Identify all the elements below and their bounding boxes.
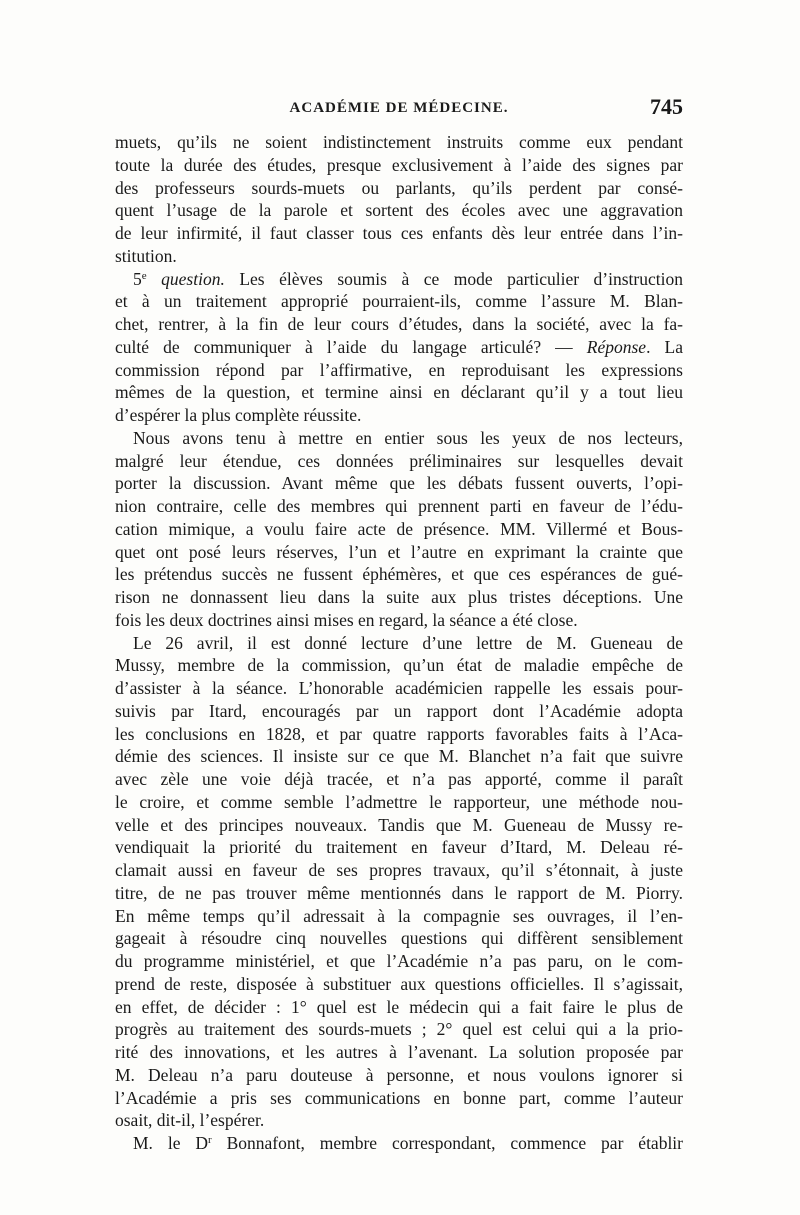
line-text: chet, rentrer, à la fin de leur cours d’études, dans la société, avec la fa-	[115, 314, 683, 334]
text-line	[115, 859, 683, 882]
line-text: en effet, de décider : 1° quel est le médecin qui a fait faire le plus de	[115, 996, 683, 1017]
text-line	[115, 541, 683, 564]
line-text: de leur infirmité, il faut classer tous ces enfants dès leur entrée dans l’in-	[115, 223, 683, 243]
line-text: progrès au traitement des sourds-muets ; 2° quel est celui qui a la prio-	[115, 1019, 683, 1040]
line-text: malgré leur étendue, ces données préliminaires sur lesquelles devait	[115, 450, 683, 471]
running-title: ACADÉMIE DE MÉDECINE.	[289, 100, 509, 116]
body-text	[115, 131, 683, 1155]
line-text: les prétendus succès ne fussent éphémères, et que ces espérances de gué-	[115, 564, 683, 585]
text-line	[115, 222, 683, 245]
text-line	[115, 973, 683, 996]
line-text: quet ont posé leurs réserves, l’un et l’autre en exprimant la crainte que	[115, 541, 683, 562]
line-text: nion contraire, celle des membres qui prennent parti en faveur de l’édu-	[115, 496, 683, 516]
text-line	[115, 836, 683, 859]
superscript: r	[208, 1134, 212, 1146]
line-text: vendiquait la priorité du traitement en faveur d’Itard, M. Deleau ré-	[115, 837, 683, 858]
line-text: le croire, et comme semble l’admettre le rapporteur, une méthode nou-	[115, 791, 683, 812]
text-line	[115, 586, 683, 609]
text-line	[115, 199, 683, 222]
text-line	[115, 791, 683, 814]
line-text: fois les deux doctrines ainsi mises en regard, la séance a été close.	[115, 609, 578, 630]
line-text: démie des sciences. Il insiste sur ce que M. Blanchet n’a fait que suivre	[115, 746, 683, 767]
line-text: osait, dit-il, l’espérer.	[115, 1110, 265, 1131]
text-line	[115, 472, 683, 495]
text-line	[115, 245, 683, 268]
text-line	[115, 654, 683, 677]
line-text: clamait aussi en faveur de ses propres travaux, qu’il s’étonnait, à juste	[115, 860, 683, 880]
line-text: suivis par Itard, encouragés par un rapport dont l’Académie adopta	[115, 700, 683, 721]
italic-text: question.	[146, 268, 225, 289]
text-line	[115, 381, 683, 404]
text-line	[115, 131, 683, 154]
line-text: Mussy, membre de la commission, qu’un état de maladie empêche de	[115, 655, 683, 676]
line-text: stitution.	[115, 245, 177, 266]
line-text: avec zèle une voie déjà tracée, et n’a pas apporté, comme il paraît	[115, 769, 683, 789]
superscript: e	[141, 269, 147, 282]
text-line	[115, 1087, 683, 1110]
line-text: rité des innovations, et les autres à l’avenant. La solution proposée par	[115, 1042, 683, 1062]
text-line	[115, 268, 683, 291]
page-number: 745	[650, 94, 683, 119]
line-text: toute la durée des études, presque exclusivement à l’aide des signes par	[115, 154, 683, 175]
line-text: Le 26 avril, il est donné lecture d’une lettre de M. Gueneau de	[133, 632, 683, 653]
line-text: d’espérer la plus complète réussite.	[115, 405, 362, 425]
text-line	[115, 950, 683, 973]
line-text: et à un traitement approprié pourraient-ils, comme l’assure M. Blan-	[115, 291, 683, 312]
line-text: Les élèves soumis à ce mode particulier d’instruction	[224, 268, 683, 289]
text-line	[115, 290, 683, 313]
text-line	[115, 313, 683, 336]
text-line	[115, 768, 683, 791]
line-text: En même temps qu’il adressait à la compagnie ses ouvrages, il l’en-	[115, 905, 683, 926]
text-line	[115, 677, 683, 700]
line-text: mêmes de la question, et termine ainsi en déclarant qu’il y a tout lieu	[115, 382, 683, 403]
text-line	[115, 563, 683, 586]
text-line	[115, 495, 683, 518]
line-text: du programme ministériel, et que l’Académie n’a pas paru, on le com-	[115, 951, 683, 971]
text-line	[115, 745, 683, 768]
text-line	[115, 359, 683, 382]
line-text: rison ne donnassent lieu dans la suite aux plus tristes déceptions. Une	[115, 587, 683, 607]
text-line	[115, 723, 683, 746]
text-line	[115, 609, 683, 632]
line-text: Bonnafont, membre correspondant, commence par établir	[211, 1133, 683, 1153]
text-line	[115, 404, 683, 427]
text-line	[115, 905, 683, 928]
line-prefix: 5	[133, 268, 142, 289]
text-line	[115, 154, 683, 177]
text-line	[115, 336, 683, 359]
line-text: l’Académie a pris ses communications en bonne part, comme l’auteur	[115, 1087, 683, 1108]
text-line	[115, 518, 683, 541]
text-line	[115, 177, 683, 200]
text-line	[115, 1132, 683, 1155]
text-line	[115, 814, 683, 837]
line-text: les conclusions en 1828, et par quatre rapports favorables faits à l’Aca-	[115, 723, 683, 744]
line-text: quent l’usage de la parole et sortent des écoles avec une aggravation	[115, 200, 683, 221]
line-text: commission répond par l’affirmative, en reproduisant les expressions	[115, 359, 683, 380]
text-line	[115, 1064, 683, 1087]
text-line	[115, 700, 683, 723]
line-text: Nous avons tenu à mettre en entier sous les yeux de nos lecteurs,	[133, 427, 683, 448]
text-line	[115, 1018, 683, 1041]
line-text: d’assister à la séance. L’honorable académicien rappelle les essais pour-	[115, 678, 683, 698]
line-text: prend de reste, disposée à substituer aux questions officielles. Il s’agissait,	[115, 973, 683, 994]
text-line	[115, 996, 683, 1019]
line-text: culté de communiquer à l’aide du langage articulé? —	[115, 336, 587, 357]
line-text: cation mimique, a voulu faire acte de présence. MM. Villermé et Bous-	[115, 518, 683, 539]
text-line	[115, 632, 683, 655]
text-line	[115, 1041, 683, 1064]
line-prefix: M. le D	[133, 1133, 208, 1153]
text-line	[115, 1109, 683, 1132]
text-line	[115, 427, 683, 450]
line-text: gageait à résoudre cinq nouvelles questions qui diffèrent sensiblement	[115, 928, 683, 949]
text-line	[115, 882, 683, 905]
line-text: porter la discussion. Avant même que les débats fussent ouverts, l’opi-	[115, 473, 683, 494]
line-text: muets, qu’ils ne soient indistinctement instruits comme eux pendant	[115, 132, 683, 152]
page-header	[115, 96, 683, 126]
line-text: M. Deleau n’a paru douteuse à personne, et nous voulons ignorer si	[115, 1064, 683, 1085]
text-line	[115, 450, 683, 473]
line-text: velle et des principes nouveaux. Tandis que M. Gueneau de Mussy re-	[115, 814, 683, 835]
text-line	[115, 927, 683, 950]
line-suffix: . La	[646, 336, 683, 357]
line-text: titre, de ne pas trouver même mentionnés dans le rapport de M. Piorry.	[115, 882, 683, 903]
italic-text: Réponse	[586, 336, 647, 357]
line-text: des professeurs sourds-muets ou parlants, qu’ils perdent par consé-	[115, 177, 683, 198]
